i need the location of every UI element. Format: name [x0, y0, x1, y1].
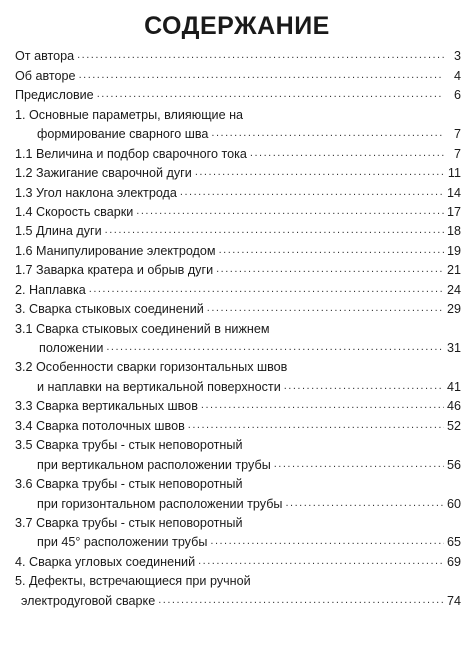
toc-entry-text: 2. Наплавка: [15, 282, 86, 297]
toc-entry-text: 1.4 Скорость сварки: [15, 204, 134, 219]
toc-entry: [15, 122, 461, 141]
toc-entry: [15, 63, 461, 82]
toc-leader-dots: [105, 225, 444, 236]
toc-entry-text: при горизонтальном расположении трубы: [37, 496, 283, 511]
toc-entry: [15, 530, 461, 549]
toc-page-number: 21: [446, 263, 461, 278]
toc-entry-text: 1.5 Длина дуги: [15, 224, 102, 239]
toc-page-number: 24: [446, 282, 461, 297]
toc-entry: [15, 588, 461, 607]
toc-leader-dots: [207, 303, 444, 314]
toc-entry-text: 1. Основные параметры, влияющие на: [15, 107, 244, 122]
toc-entry: [15, 180, 461, 199]
toc-entry: [15, 277, 461, 296]
toc-leader-dots: [210, 536, 444, 547]
toc-entry: [15, 219, 461, 238]
toc-leader-dots: [201, 400, 444, 411]
toc-leader-dots: [97, 89, 444, 100]
toc-leader-dots: [188, 420, 444, 431]
toc-page-number: 65: [446, 535, 461, 550]
toc-leader-dots: [158, 595, 444, 606]
toc-entry: [15, 297, 461, 316]
toc-leader-dots: [219, 245, 444, 256]
toc-page-number: 19: [446, 243, 461, 258]
toc-page-number: 60: [446, 496, 461, 511]
toc-page-number: 31: [446, 341, 461, 355]
toc-page-number: 69: [446, 554, 461, 569]
toc-page-number: 6: [453, 88, 461, 103]
toc-page-number: 46: [446, 399, 461, 414]
toc-leader-dots: [211, 128, 444, 139]
toc-entry-text: и наплавки на вертикальной поверхности: [37, 379, 281, 394]
toc-page-number: 52: [446, 418, 461, 433]
toc-entry: [15, 374, 461, 393]
toc-entry-text: положении: [39, 341, 104, 355]
toc-entry: [15, 238, 461, 257]
toc-page-number: 17: [446, 204, 461, 219]
toc-entry: [15, 316, 461, 335]
toc-entry: [15, 472, 461, 491]
toc-page-number: 4: [453, 68, 461, 83]
toc-entry: [15, 394, 461, 413]
toc-entry-text: 4. Сварка угловых соединений: [15, 554, 196, 569]
toc-leader-dots: [77, 50, 444, 61]
toc-leader-dots: [89, 284, 444, 295]
toc-leader-dots: [195, 167, 444, 178]
toc-leader-dots: [136, 206, 444, 217]
toc-entry: [15, 102, 461, 121]
toc-entry-text: Предисловие: [15, 88, 94, 103]
toc-leader-dots: [106, 342, 444, 353]
toc-page-number: 74: [446, 593, 461, 608]
toc-entry: [15, 336, 461, 355]
toc-entry: [15, 491, 461, 510]
toc-entry-text: 1.6 Манипулирование электродом: [15, 243, 216, 258]
page-title: СОДЕРЖАНИЕ: [144, 12, 330, 40]
toc-entry: [15, 569, 461, 588]
toc-entry: [15, 44, 461, 63]
toc-entry-text: От автора: [15, 49, 75, 64]
toc-entry: [15, 141, 461, 160]
toc-leader-dots: [250, 148, 444, 159]
toc-entry-text: 3.7 Сварка трубы - стык неповоротный: [15, 515, 243, 530]
toc-leader-dots: [284, 381, 444, 392]
toc-entry-text: формирование сварного шва: [37, 127, 209, 142]
toc-entry-text: электродуговой сварке: [21, 593, 156, 608]
toc-entry-text: 3.3 Сварка вертикальных швов: [15, 399, 198, 414]
toc-entry-text: 3.6 Сварка трубы - стык неповоротный: [15, 477, 243, 492]
toc-entry: [15, 83, 461, 102]
toc-entry: [15, 549, 461, 568]
toc-entry-text: 3.5 Сварка трубы - стык неповоротный: [15, 438, 243, 453]
toc-entry: [15, 258, 461, 277]
toc-entry-text: 3.1 Сварка стыковых соединений в нижнем: [15, 321, 270, 336]
toc-leader-dots: [198, 556, 444, 567]
toc-page-number: 29: [446, 302, 461, 317]
toc-entry: [15, 511, 461, 530]
toc-page-number: 14: [446, 185, 461, 200]
toc-page-number: 18: [446, 224, 461, 239]
toc-page-number: 7: [453, 146, 461, 161]
toc-entry-text: Об авторе: [15, 68, 76, 83]
toc-entry: [15, 355, 461, 374]
toc-entry-text: при 45° расположении трубы: [37, 535, 208, 550]
toc-entry: [15, 161, 461, 180]
toc-page-number: 3: [453, 49, 461, 64]
toc-entry-text: 1.7 Заварка кратера и обрыв дуги: [15, 263, 214, 278]
toc-entry-text: 1.2 Зажигание сварочной дуги: [15, 166, 192, 181]
toc-leader-dots: [216, 264, 444, 275]
toc-entry: [15, 433, 461, 452]
toc-leader-dots: [180, 187, 444, 198]
toc-page-number: 41: [446, 379, 461, 394]
table-of-contents: [15, 44, 461, 608]
toc-leader-dots: [285, 498, 444, 509]
toc-leader-dots: [274, 459, 444, 470]
toc-entry-text: 5. Дефекты, встречающиеся при ручной: [15, 574, 251, 589]
toc-leader-dots: [79, 70, 444, 81]
toc-entry-text: 3. Сварка стыковых соединений: [15, 302, 204, 317]
toc-entry-text: 1.1 Величина и подбор сварочного тока: [15, 146, 247, 161]
toc-entry: [15, 200, 461, 219]
toc-page-number: 56: [446, 457, 461, 472]
toc-entry: [15, 413, 461, 432]
toc-entry-text: 3.2 Особенности сварки горизонтальных швов: [15, 360, 288, 375]
toc-entry-text: 1.3 Угол наклона электрода: [15, 185, 177, 200]
toc-entry-text: 3.4 Сварка потолочных швов: [15, 418, 185, 433]
toc-entry-text: при вертикальном расположении трубы: [37, 457, 271, 472]
toc-page-number: 11: [447, 166, 461, 181]
toc-entry: [15, 452, 461, 471]
toc-page-number: 7: [453, 127, 461, 142]
